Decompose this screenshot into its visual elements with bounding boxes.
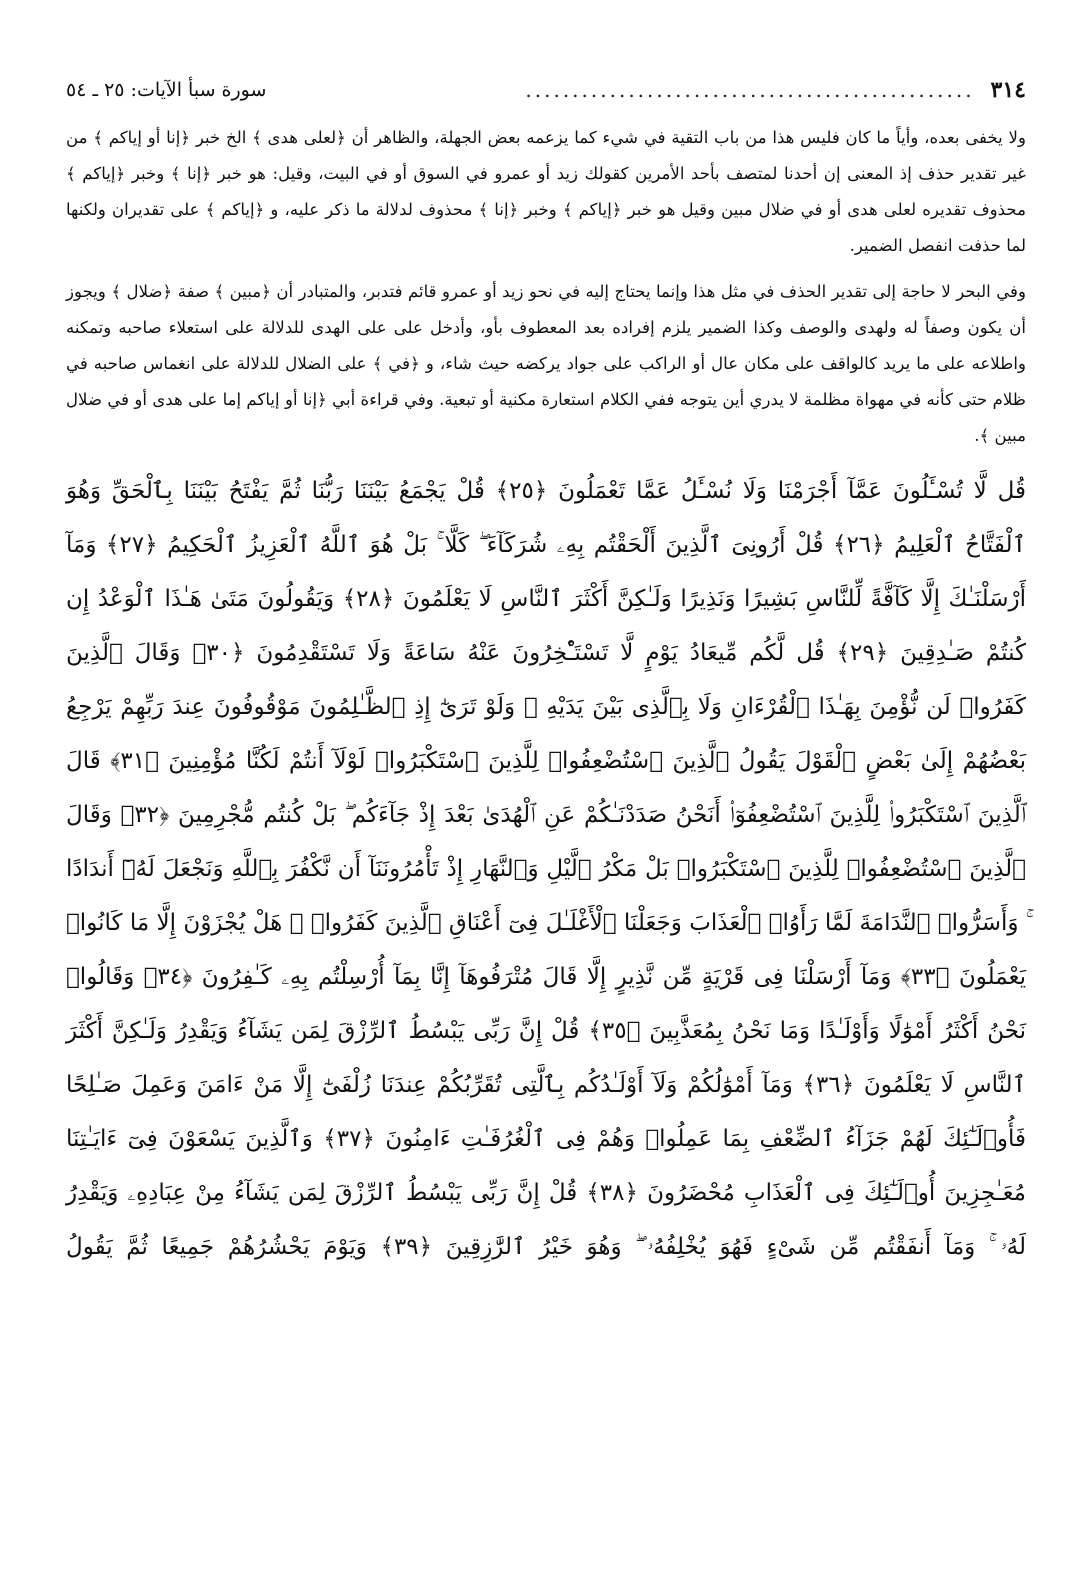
page-header — [66, 70, 1026, 110]
commentary-paragraph-1: ولا يخفى بعده، وأياً ما كان فليس هذا من باب التقية في شيء كما يزعمه بعض الجهلة، والظاهر أن ﴿لعلى هدى ﴾ الخ خبر ﴿إنا أو إياكم ﴾ من غير تقدير حذف إذ المعنى إن أحدنا لمتصف بأحد الأمرين كقولك زيد أو عمرو في السوق أو في البيت، وقيل: هو خبر ﴿إنا ﴾ وخبر ﴿إياكم ﴾ محذوف تقديره لعلى هدى أو في ضلال مبين وقيل هو خبر ﴿إياكم ﴾ وخبر ﴿إنا ﴾ محذوف لدلالة ما ذكر عليه، و ﴿إياكم ﴾ على تقديران ولكنها لما حذفت انفصل الضمير. — [66, 128, 1026, 255]
commentary-section — [66, 120, 1026, 454]
quran-verses-text: قُل لَّا تُسْـَٔلُونَ عَمَّآ أَجْرَمْنَا وَلَا نُسْـَٔلُ عَمَّا تَعْمَلُونَ ﴿٢٥﴾ قُلْ يَجْمَعُ بَيْنَنَا رَبُّنَا ثُمَّ يَفْتَحُ بَيْنَنَا بِٱلْحَقِّ وَهُوَ ٱلْفَتَّاحُ ٱلْعَلِيمُ ﴿٢٦﴾ قُلْ أَرُونِىَ ٱلَّذِينَ أَلْحَقْتُم بِهِۦ شُرَكَآءَ ۖ كَلَّا ۚ بَلْ هُوَ ٱللَّهُ ٱلْعَزِيزُ ٱلْحَكِيمُ ﴿٢٧﴾ وَمَآ أَرْسَلْنَـٰكَ إِلَّا كَآفَّةً لِّلنَّاسِ بَشِيرًا وَنَذِيرًا وَلَـٰكِنَّ أَكْثَرَ ٱلنَّاسِ لَا يَعْلَمُونَ ﴿٢٨﴾ وَيَقُولُونَ مَتَىٰ هَـٰذَا ٱلْوَعْدُ إِن كُنتُمْ صَـٰدِقِينَ ﴿٢٩﴾ قُل لَّكُم مِّيعَادُ يَوْمٍ لَّا تَسْتَـْٔخِرُونَ عَنْهُ سَاعَةً وَلَا تَسْتَقْدِمُونَ ﴿٣٠﴾ وَقَالَ ٱلَّذِينَ كَفَرُوا۟ لَن نُّؤْمِنَ بِهَـٰذَا ٱلْقُرْءَانِ وَلَا بِٱلَّذِى بَيْنَ يَدَيْهِ ۗ وَلَوْ تَرَىٰٓ إِذِ ٱلظَّـٰلِمُونَ مَوْقُوفُونَ عِندَ رَبِّهِمْ يَرْجِعُ بَعْضُهُمْ إِلَىٰ بَعْضٍ ٱلْقَوْلَ يَقُولُ ٱلَّذِينَ ٱسْتُضْعِفُوا۟ لِلَّذِينَ ٱسْتَكْبَرُوا۟ لَوْلَآ أَنتُمْ لَكُنَّا مُؤْمِنِينَ ﴿٣١﴾ قَالَ ٱلَّذِينَ ٱسْتَكْبَرُوا۟ لِلَّذِينَ ٱسْتُضْعِفُوٓا۟ أَنَحْنُ صَدَدْنَـٰكُمْ عَنِ ٱلْهُدَىٰ بَعْدَ إِذْ جَآءَكُم ۖ بَلْ كُنتُم مُّجْرِمِينَ ﴿٣٢﴾ وَقَالَ ٱلَّذِينَ ٱسْتُضْعِفُوا۟ لِلَّذِينَ ٱسْتَكْبَرُوا۟ بَلْ مَكْرُ ٱلَّيْلِ وَٱلنَّهَارِ إِذْ تَأْمُرُونَنَآ أَن نَّكْفُرَ بِٱللَّهِ وَنَجْعَلَ لَهُۥٓ أَندَادًا ۚ وَأَسَرُّوا۟ ٱلنَّدَامَةَ لَمَّا رَأَوُا۟ ٱلْعَذَابَ وَجَعَلْنَا ٱلْأَغْلَـٰلَ فِىٓ أَعْنَاقِ ٱلَّذِينَ كَفَرُوا۟ ۚ هَلْ يُجْزَوْنَ إِلَّا مَا كَانُوا۟ يَعْمَلُونَ ﴿٣٣﴾ وَمَآ أَرْسَلْنَا فِى قَرْيَةٍ مِّن نَّذِيرٍ إِلَّا قَالَ مُتْرَفُوهَآ إِنَّا بِمَآ أُرْسِلْتُم بِهِۦ كَـٰفِرُونَ ﴿٣٤﴾ وَقَالُوا۟ نَحْنُ أَكْثَرُ أَمْوَٰلًا وَأَوْلَـٰدًا وَمَا نَحْنُ بِمُعَذَّبِينَ ﴿٣٥﴾ قُلْ إِنَّ رَبِّى يَبْسُطُ ٱلرِّزْقَ لِمَن يَشَآءُ وَيَقْدِرُ وَلَـٰكِنَّ أَكْثَرَ ٱلنَّاسِ لَا يَعْلَمُونَ ﴿٣٦﴾ وَمَآ أَمْوَٰلُكُمْ وَلَآ أَوْلَـٰدُكُم بِٱلَّتِى تُقَرِّبُكُمْ عِندَنَا زُلْفَىٰٓ إِلَّا مَنْ ءَامَنَ وَعَمِلَ صَـٰلِحًا فَأُو۟لَـٰٓئِكَ لَهُمْ جَزَآءُ ٱلضِّعْفِ بِمَا عَمِلُوا۟ وَهُمْ فِى ٱلْغُرُفَـٰتِ ءَامِنُونَ ﴿٣٧﴾ وَٱلَّذِينَ يَسْعَوْنَ فِىٓ ءَايَـٰتِنَا مُعَـٰجِزِينَ أُو۟لَـٰٓئِكَ فِى ٱلْعَذَابِ مُحْضَرُونَ ﴿٣٨﴾ قُلْ إِنَّ رَبِّى يَبْسُطُ ٱلرِّزْقَ لِمَن يَشَآءُ مِنْ عِبَادِهِۦ وَيَقْدِرُ لَهُۥ ۚ وَمَآ أَنفَقْتُم مِّن شَىْءٍ فَهُوَ يُخْلِفُهُۥ ۖ وَهُوَ خَيْرُ ٱلرَّٰزِقِينَ ﴿٣٩﴾ وَيَوْمَ يَحْشُرُهُمْ جَمِيعًا ثُمَّ يَقُولُ — [66, 478, 1027, 1260]
book-page — [66, 70, 1026, 1560]
running-title: سورة سبأ الآيات: ٢٥ ـ ٥٤ — [66, 79, 267, 101]
header-leader-dots: ................................................ — [525, 78, 975, 102]
page-number: ٣١٤ — [990, 77, 1026, 103]
quran-verses-section — [66, 464, 1026, 1274]
commentary-paragraph-2: وفي البحر لا حاجة إلى تقدير الحذف في مثل هذا وإنما يحتاج إليه في نحو زيد أو عمرو قائم فتدبر، والمتبادر أن ﴿مبين ﴾ صفة ﴿ضلال ﴾ ويجوز أن يكون وصفاً له ولهدى والوصف وكذا الضمير يلزم إفراده بعد المعطوف بأو، وأدخل على على الهدى للدلالة على استعلاء صاحبه وتمكنه واطلاعه على ما يريد كالواقف على مكان عال أو الراكب على جواد يركضه حيث شاء، و ﴿في ﴾ على الضلال للدلالة على انغماس صاحبه في ظلام حتى كأنه في مهواة مظلمة لا يدري أين يتوجه ففي الكلام استعارة مكنية أو تبعية. وفي قراءة أبي ﴿إنا أو إياكم إما على هدى أو في ضلال مبين ﴾. — [66, 282, 1026, 445]
